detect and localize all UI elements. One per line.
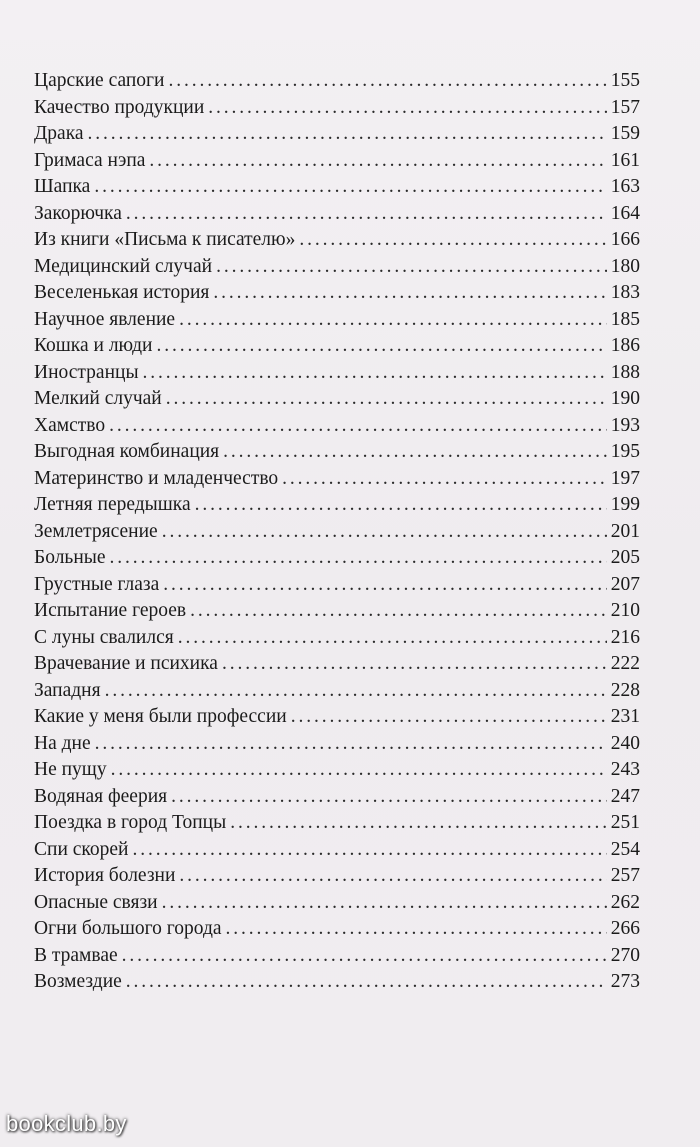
toc-entry-title: Кошка и люди xyxy=(34,335,153,356)
toc-entry-page-number: 231 xyxy=(610,706,640,727)
toc-entry-title: Водяная феерия xyxy=(34,785,168,807)
toc-entry xyxy=(34,333,640,360)
toc-entry-title: Царские сапоги xyxy=(34,70,165,91)
toc-entry xyxy=(34,572,640,599)
toc-dot-leader xyxy=(88,121,607,148)
toc-entry-page-number: 161 xyxy=(610,149,640,171)
toc-entry-title: Грустные глаза xyxy=(34,573,160,595)
toc-entry-title: Огни большого города xyxy=(34,918,222,939)
table-of-contents xyxy=(34,68,640,996)
toc-entry-page-number: 164 xyxy=(610,202,640,224)
toc-dot-leader xyxy=(163,572,606,599)
toc-entry-page-number: 186 xyxy=(610,335,640,356)
toc-entry xyxy=(34,916,640,943)
toc-entry xyxy=(34,439,640,466)
toc-entry-page-number: 254 xyxy=(610,838,640,860)
toc-entry xyxy=(34,466,640,493)
toc-dot-leader xyxy=(132,837,606,864)
toc-dot-leader xyxy=(282,466,607,493)
toc-entry xyxy=(34,731,640,758)
toc-entry xyxy=(34,943,640,970)
toc-entry xyxy=(34,890,640,917)
toc-entry xyxy=(34,678,640,705)
toc-entry xyxy=(34,757,640,784)
toc-entry-page-number: 199 xyxy=(610,494,640,515)
toc-entry-page-number: 257 xyxy=(610,865,640,886)
toc-entry-page-number: 166 xyxy=(610,229,640,250)
toc-entry xyxy=(34,598,640,625)
toc-entry-page-number: 216 xyxy=(610,626,640,648)
toc-dot-leader xyxy=(105,678,607,705)
toc-entry-page-number: 270 xyxy=(610,944,640,966)
toc-entry-title: Медицинский случай xyxy=(34,255,213,277)
toc-entry-page-number: 273 xyxy=(610,971,640,992)
toc-dot-leader xyxy=(169,68,607,95)
toc-dot-leader xyxy=(195,492,607,519)
toc-entry-page-number: 185 xyxy=(610,308,640,330)
toc-dot-leader xyxy=(179,863,606,890)
toc-dot-leader xyxy=(162,519,607,546)
toc-entry-title: Материнство и младенчество xyxy=(34,467,279,489)
toc-entry xyxy=(34,95,640,122)
toc-entry-title: Испытание героев xyxy=(34,600,187,621)
toc-entry-page-number: 247 xyxy=(610,785,640,807)
toc-entry-page-number: 163 xyxy=(610,176,640,197)
toc-entry-title: Качество продукции xyxy=(34,96,205,118)
toc-entry-title: Гримаса нэпа xyxy=(34,149,146,171)
toc-entry-title: Землетрясение xyxy=(34,520,158,542)
toc-entry-title: Выгодная комбинация xyxy=(34,441,220,462)
toc-entry-title: Шапка xyxy=(34,176,91,197)
toc-entry-title: Веселенькая история xyxy=(34,282,210,303)
toc-entry xyxy=(34,492,640,519)
toc-entry xyxy=(34,227,640,254)
toc-entry-page-number: 180 xyxy=(610,255,640,277)
toc-entry-page-number: 157 xyxy=(610,96,640,118)
toc-entry-page-number: 201 xyxy=(610,520,640,542)
toc-dot-leader xyxy=(166,386,607,413)
toc-entry-title: Возмездие xyxy=(34,971,122,992)
toc-dot-leader xyxy=(291,704,607,731)
toc-dot-leader xyxy=(94,174,606,201)
toc-entry-title: История болезни xyxy=(34,865,176,886)
toc-entry-page-number: 243 xyxy=(610,759,640,780)
toc-entry-title: Мелкий случай xyxy=(34,388,162,409)
toc-entry xyxy=(34,837,640,864)
toc-dot-leader xyxy=(157,333,607,360)
toc-entry-title: Опасные связи xyxy=(34,891,158,913)
toc-entry xyxy=(34,360,640,387)
toc-dot-leader xyxy=(109,413,607,440)
toc-dot-leader xyxy=(179,307,607,334)
toc-entry-title: Летняя передышка xyxy=(34,494,191,515)
toc-entry xyxy=(34,174,640,201)
toc-entry-page-number: 195 xyxy=(610,441,640,462)
toc-entry xyxy=(34,201,640,228)
toc-entry-page-number: 205 xyxy=(610,547,640,568)
toc-entry-page-number: 210 xyxy=(610,600,640,621)
toc-entry-title: В трамвае xyxy=(34,944,118,966)
toc-entry-page-number: 262 xyxy=(610,891,640,913)
toc-dot-leader xyxy=(208,95,606,122)
toc-entry-page-number: 183 xyxy=(610,282,640,303)
toc-entry xyxy=(34,625,640,652)
toc-dot-leader xyxy=(171,784,607,811)
toc-entry-page-number: 222 xyxy=(610,653,640,674)
toc-entry-title: Драка xyxy=(34,123,84,144)
toc-entry-title: На дне xyxy=(34,732,91,754)
toc-dot-leader xyxy=(178,625,607,652)
toc-dot-leader xyxy=(226,916,607,943)
toc-dot-leader xyxy=(162,890,607,917)
toc-entry xyxy=(34,810,640,837)
toc-entry xyxy=(34,280,640,307)
toc-entry-page-number: 197 xyxy=(610,467,640,489)
toc-entry-title: Закорючка xyxy=(34,202,122,224)
toc-entry-title: Западня xyxy=(34,679,101,701)
toc-entry-page-number: 159 xyxy=(610,123,640,144)
toc-dot-leader xyxy=(213,280,606,307)
toc-entry xyxy=(34,148,640,175)
toc-dot-leader xyxy=(216,254,607,281)
toc-entry xyxy=(34,704,640,731)
toc-entry-page-number: 266 xyxy=(610,918,640,939)
toc-entry xyxy=(34,307,640,334)
toc-entry-page-number: 155 xyxy=(610,70,640,91)
toc-entry-title: Какие у меня были профессии xyxy=(34,706,287,727)
toc-entry-title: Из книги «Письма к писателю» xyxy=(34,229,296,250)
toc-dot-leader xyxy=(110,545,607,572)
toc-entry-title: Врачевание и психика xyxy=(34,653,218,674)
toc-entry-page-number: 251 xyxy=(610,812,640,833)
toc-entry xyxy=(34,863,640,890)
toc-entry xyxy=(34,651,640,678)
toc-entry-title: Иностранцы xyxy=(34,361,139,383)
toc-dot-leader xyxy=(223,439,607,466)
toc-dot-leader xyxy=(126,969,607,996)
toc-entry-title: Научное явление xyxy=(34,308,176,330)
toc-entry-page-number: 240 xyxy=(610,732,640,754)
toc-entry xyxy=(34,969,640,996)
toc-entry xyxy=(34,254,640,281)
toc-entry-title: Хамство xyxy=(34,414,106,436)
watermark-text: bookclub.by xyxy=(6,1111,127,1136)
toc-entry xyxy=(34,784,640,811)
toc-dot-leader xyxy=(111,757,607,784)
toc-entry xyxy=(34,545,640,572)
toc-dot-leader xyxy=(190,598,607,625)
toc-dot-leader xyxy=(143,360,607,387)
toc-entry xyxy=(34,386,640,413)
toc-entry xyxy=(34,68,640,95)
toc-entry-page-number: 207 xyxy=(610,573,640,595)
toc-dot-leader xyxy=(95,731,607,758)
toc-dot-leader xyxy=(222,651,607,678)
toc-dot-leader xyxy=(230,810,607,837)
toc-entry xyxy=(34,519,640,546)
toc-dot-leader xyxy=(126,201,607,228)
toc-dot-leader xyxy=(299,227,606,254)
toc-entry-page-number: 228 xyxy=(610,679,640,701)
toc-entry-title: Не пущу xyxy=(34,759,107,780)
toc-dot-leader xyxy=(149,148,606,175)
toc-entry-title: Больные xyxy=(34,547,106,568)
toc-entry xyxy=(34,413,640,440)
toc-entry xyxy=(34,121,640,148)
toc-entry-page-number: 188 xyxy=(610,361,640,383)
toc-entry-title: Поездка в город Топцы xyxy=(34,812,227,833)
toc-entry-page-number: 193 xyxy=(610,414,640,436)
toc-entry-page-number: 190 xyxy=(610,388,640,409)
toc-dot-leader xyxy=(122,943,607,970)
toc-entry-title: Спи скорей xyxy=(34,838,129,860)
toc-entry-title: С луны свалился xyxy=(34,626,174,648)
